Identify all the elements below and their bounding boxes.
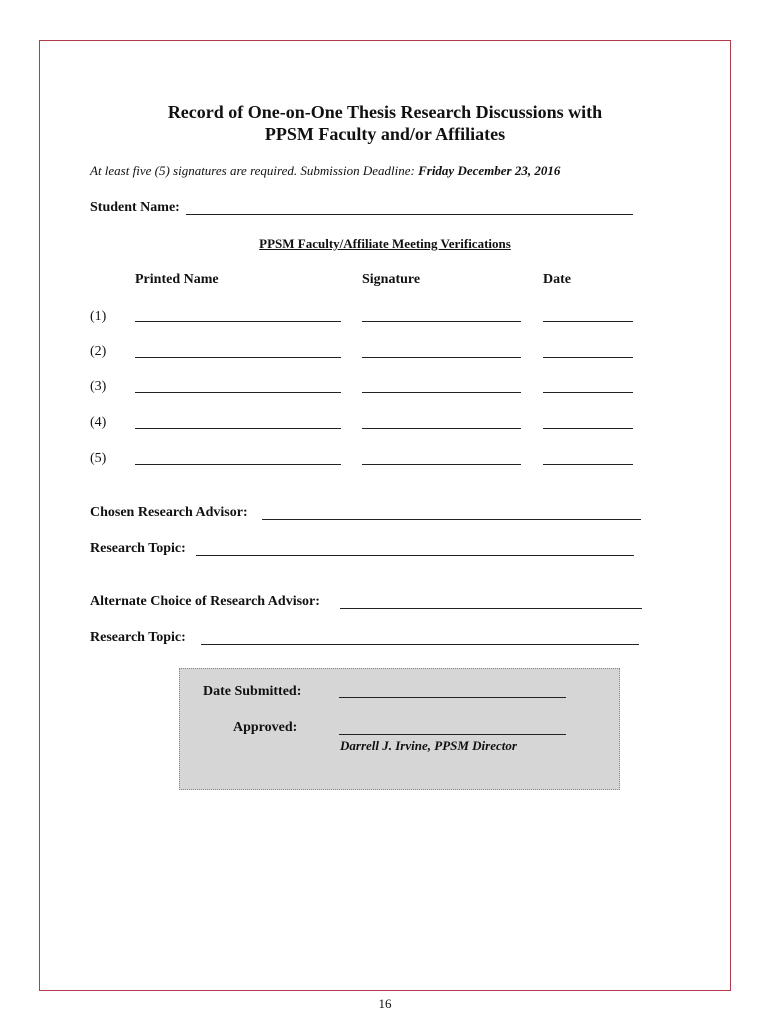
research-topic-label: Research Topic: <box>90 541 186 556</box>
research-topic-field[interactable] <box>196 555 634 556</box>
row-number: (5) <box>90 451 107 466</box>
submission-deadline: Friday December 23, 2016 <box>418 163 561 178</box>
printed-name-field[interactable] <box>135 321 341 322</box>
alternate-research-topic-field[interactable] <box>201 644 639 645</box>
printed-name-field[interactable] <box>135 392 341 393</box>
column-signature: Signature <box>362 272 421 287</box>
signature-field[interactable] <box>362 321 521 322</box>
instructions-text: At least five (5) signatures are required. Submission Deadline: <box>90 163 419 178</box>
form-title-line1: Record of One-on-One Thesis Research Discussions with <box>167 102 603 122</box>
alternate-advisor-field[interactable] <box>340 608 642 609</box>
row-number: (2) <box>90 344 107 359</box>
row-number: (1) <box>90 309 107 324</box>
date-field[interactable] <box>543 464 633 465</box>
chosen-advisor-field[interactable] <box>262 519 641 520</box>
date-submitted-label: Date Submitted: <box>203 684 302 699</box>
approved-label: Approved: <box>233 720 298 735</box>
date-field[interactable] <box>543 428 633 429</box>
signature-field[interactable] <box>362 357 521 358</box>
form-title-line2: PPSM Faculty and/or Affiliates <box>264 124 506 144</box>
alternate-research-topic-label: Research Topic: <box>90 630 186 645</box>
column-date: Date <box>543 272 571 287</box>
column-printed-name: Printed Name <box>135 272 219 287</box>
director-name: Darrell J. Irvine, PPSM Director <box>340 738 517 753</box>
date-field[interactable] <box>543 321 633 322</box>
signature-field[interactable] <box>362 392 521 393</box>
date-field[interactable] <box>543 357 633 358</box>
printed-name-field[interactable] <box>135 357 341 358</box>
alternate-advisor-label: Alternate Choice of Research Advisor: <box>90 594 320 609</box>
date-field[interactable] <box>543 392 633 393</box>
row-number: (4) <box>90 415 107 430</box>
chosen-advisor-label: Chosen Research Advisor: <box>90 505 248 520</box>
printed-name-field[interactable] <box>135 428 341 429</box>
instructions <box>90 163 560 179</box>
date-submitted-field[interactable] <box>339 697 566 698</box>
signature-field[interactable] <box>362 464 521 465</box>
signature-field[interactable] <box>362 428 521 429</box>
page-number: 16 <box>378 996 392 1011</box>
student-name-label: Student Name: <box>90 200 180 215</box>
printed-name-field[interactable] <box>135 464 341 465</box>
row-number: (3) <box>90 379 107 394</box>
student-name-field[interactable] <box>186 214 633 215</box>
approved-signature-field[interactable] <box>339 734 566 735</box>
verifications-title: PPSM Faculty/Affiliate Meeting Verifications <box>259 236 511 251</box>
